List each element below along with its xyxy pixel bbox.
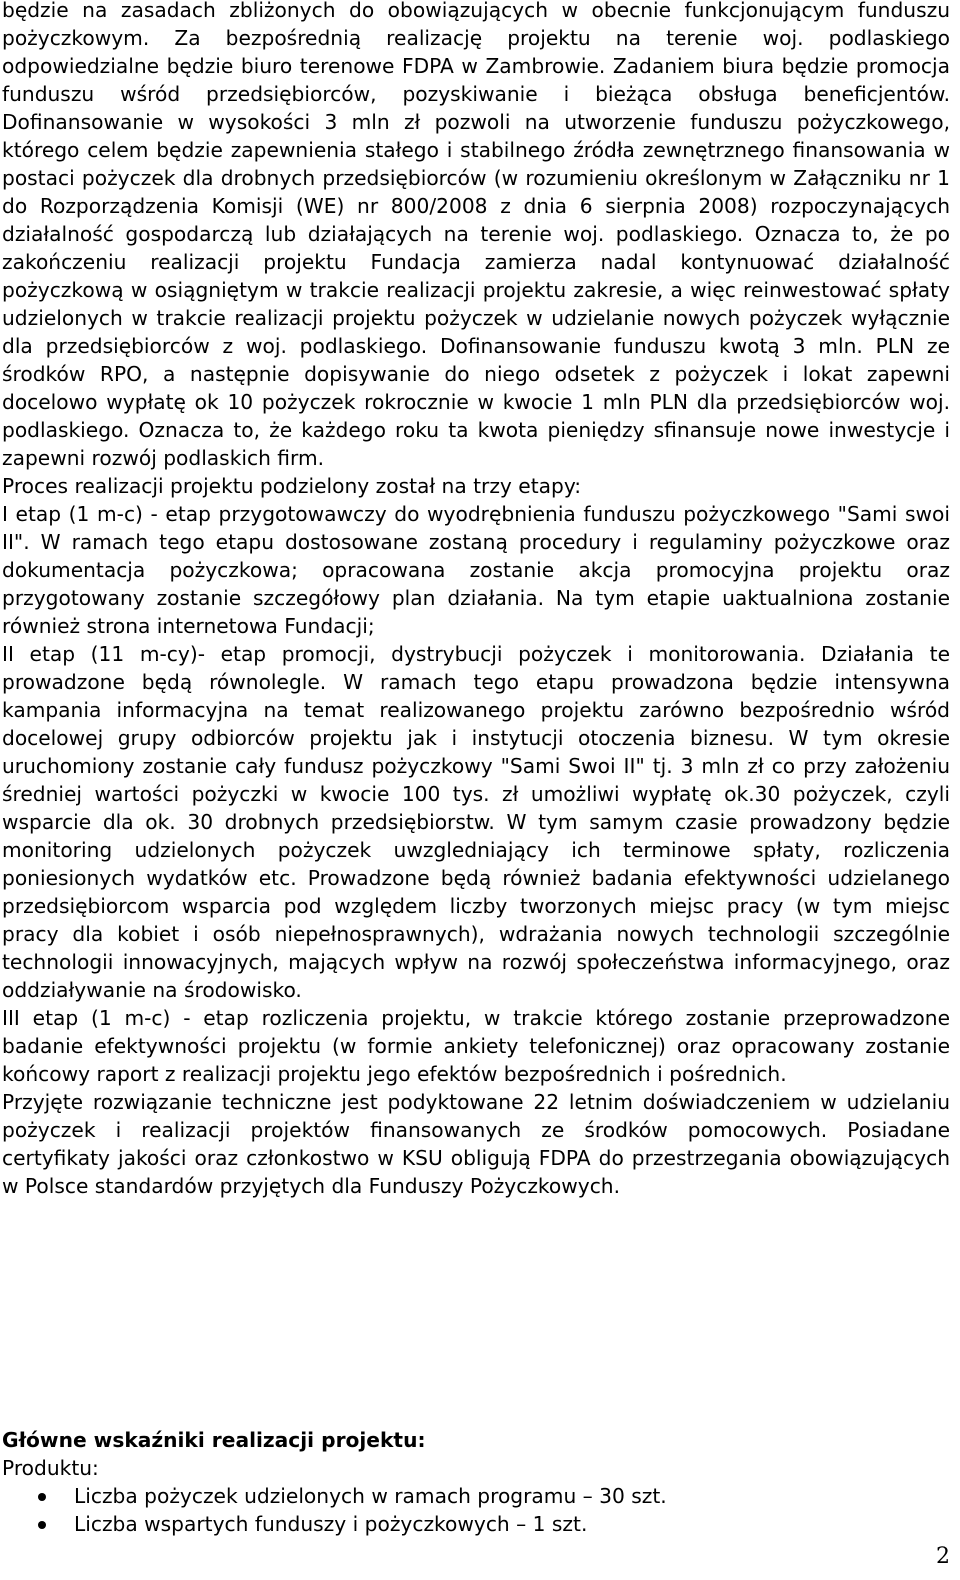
page-number: 2 xyxy=(936,1544,950,1569)
indicators-list xyxy=(2,1482,950,1538)
bullet-icon xyxy=(38,1521,46,1529)
paragraph-stage-3: III etap (1 m-c) - etap rozliczenia projektu, w trakcie którego zostanie przeprowadzone badanie efektywności projektu (w formie ankiety telefonicznej) oraz opracowany zostanie końcowy raport z realizacji projektu jego efektów bezpośrednich i pośrednich. xyxy=(2,1006,950,1086)
indicators-subheading: Produktu: xyxy=(2,1456,99,1480)
list-item xyxy=(2,1482,950,1510)
paragraph-technical-solution: Przyjęte rozwiązanie techniczne jest podyktowane 22 letnim doświadczeniem w udzielaniu pożyczek i realizacji projektów finansowanych ze środków pomocowych. Posiadane certyfikaty jakości oraz członkostwo w KSU obligują FDPA do przestrzegania obowiązujących w Polsce standardów przyjętych dla Funduszy Pożyczkowych. xyxy=(2,1090,950,1198)
paragraph-stage-1: I etap (1 m-c) - etap przygotowawczy do wyodrębnienia funduszu pożyczkowego "Sami swoi II". W ramach tego etapu dostosowane zostaną procedury i regulaminy pożyczkowe oraz dokumentacja pożyczkowa; opracowana zostanie akcja promocyjna projektu oraz przygotowany zostanie szczegółowy plan działania. Na tym etapie uaktualniona zostanie również strona internetowa Fundacji; xyxy=(2,502,950,638)
paragraph-fund-description: będzie na zasadach zbliżonych do obowiązujących w obecnie funkcjonującym funduszu pożyczkowym. Za bezpośrednią realizację projektu na terenie woj. podlaskiego odpowiedzialne będzie biuro terenowe FDPA w Zambrowie. Zadaniem biura będzie promocja funduszu wśród przedsiębiorców, pozyskiwanie i bieżąca obsługa beneficjentów. Dofinansowanie w wysokości 3 mln zł pozwoli na utworzenie funduszu pożyczkowego, którego celem będzie zapewnienia stałego i stabilnego źródła zewnętrznego finansowania w postaci pożyczek dla drobnych przedsiębiorców (w rozumieniu określonym w Załączniku nr 1 do Rozporządzenia Komisji (WE) nr 800/2008 z dnia 6 sierpnia 2008) rozpoczynających działalność gospodarczą lub działających na terenie woj. podlaskiego. Oznacza to, że po zakończeniu realizacji projektu Fundacja zamierza nadal kontynuować działalność pożyczkową w osiągniętym w trakcie realizacji projektu zakresie, a więc reinwestować spłaty udzielonych w trakcie realizacji projektu pożyczek w udzielanie nowych pożyczek wyłącznie dla przedsiębiorców z woj. podlaskiego. Dofinansowanie funduszu kwotą 3 mln. PLN ze środków RPO, a następnie dopisywanie do niego odsetek z pożyczek i lokat zapewni docelowo wypłatę ok 10 pożyczek rokrocznie w kwocie 1 mln PLN dla przedsiębiorców woj. podlaskiego. Oznacza to, że każdego roku ta kwota pieniędzy sfinansuje nowe inwestycje i zapewni rozwój podlaskich firm. xyxy=(2,0,950,470)
paragraph-stage-2: II etap (11 m-cy)- etap promocji, dystrybucji pożyczek i monitorowania. Działania te prowadzone będą równolegle. W ramach tego etapu prowadzona będzie intensywna kampania informacyjna na temat realizowanego projektu zarówno bezpośrednio wśród docelowej grupy odbiorców projektu jak i instytucji otoczenia biznesu. W tym okresie uruchomiony zostanie cały fundusz pożyczkowy "Sami Swoi II" tj. 3 mln zł co przy założeniu średniej wartości pożyczki w kwocie 100 tys. zł umożliwi wypłatę ok.30 pożyczek, czyli wsparcie dla ok. 30 drobnych przedsiębiorstw. W tym samym czasie prowadzony będzie monitoring udzielonych pożyczek uwzgledniający ich terminowe spłaty, rozliczenia poniesionych wydatków etc. Prowadzone będą również badania efektywności udzielanego przedsiębiorcom wsparcia pod względem liczby tworzonych miejsc pracy (w tym miejsc pracy dla kobiet i osób niepełnosprawnych), wdrażania nowych technologii szczególnie technologii innowacyjnych, mających wpływ na rozwój społeczeństwa informacyjnego, oraz oddziaływanie na środowisko. xyxy=(2,642,950,1002)
body-text xyxy=(2,0,950,1200)
paragraph-stages-intro: Proces realizacji projektu podzielony został na trzy etapy: xyxy=(2,474,582,498)
bullet-icon xyxy=(38,1493,46,1501)
indicators-heading: Główne wskaźniki realizacji projektu: xyxy=(2,1428,426,1452)
list-item-text: Liczba wspartych funduszy i pożyczkowych – 1 szt. xyxy=(74,1512,588,1536)
list-item xyxy=(2,1510,950,1538)
list-item-text: Liczba pożyczek udzielonych w ramach programu – 30 szt. xyxy=(74,1484,667,1508)
indicators-section xyxy=(2,1426,950,1538)
